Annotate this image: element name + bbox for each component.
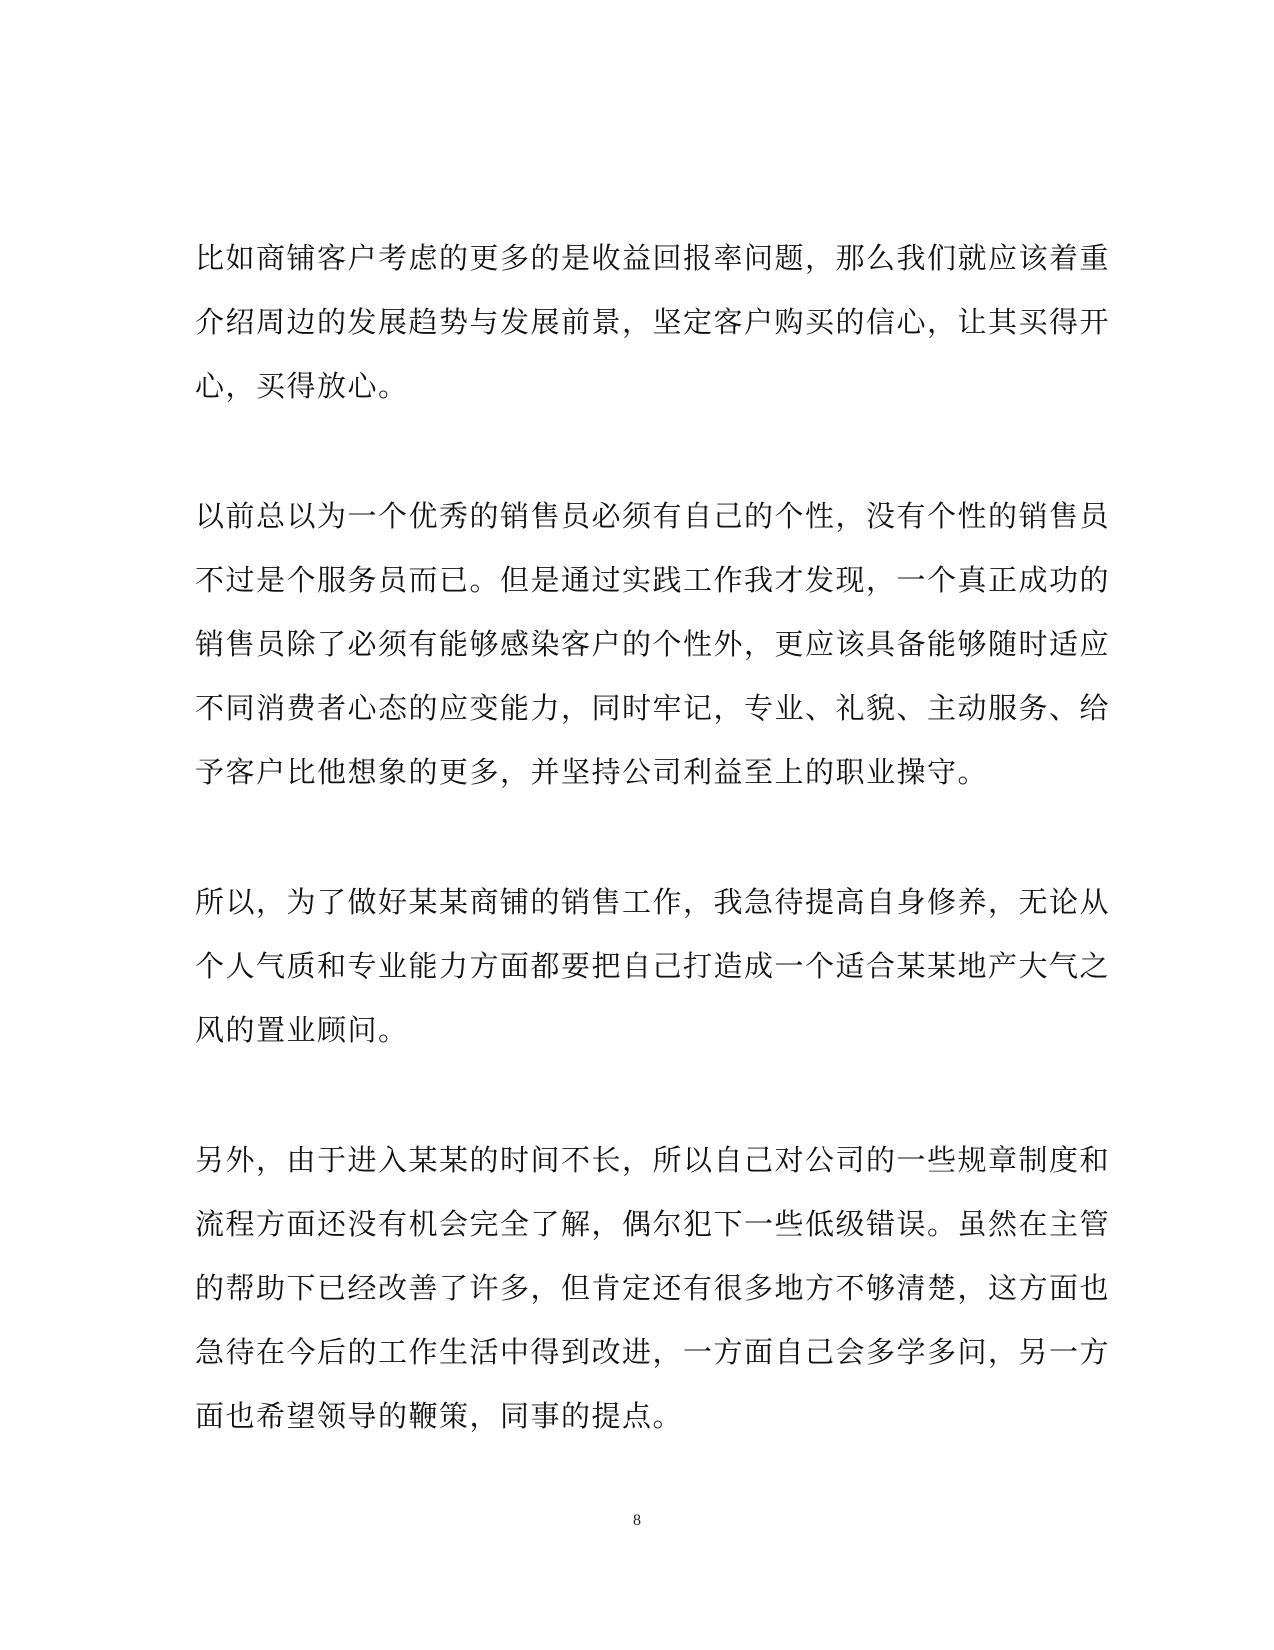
text-line: 急待在今后的工作生活中得到改进，一方面自己会多学多问，另一方 (195, 1335, 1111, 1369)
text-line: 另外，由于进入某某的时间不长，所以自己对公司的一些规章制度和 (195, 1143, 1111, 1177)
text-line: 流程方面还没有机会完全了解，偶尔犯下一些低级错误。虽然在主管 (195, 1207, 1111, 1241)
text-line: 的帮助下已经改善了许多，但肯定还有很多地方不够清楚，这方面也 (195, 1271, 1111, 1305)
text-line: 风的置业顾问。 (195, 1013, 409, 1047)
text-line: 所以，为了做好某某商铺的销售工作，我急待提高自身修养，无论从 (195, 885, 1111, 919)
paragraph-1 (195, 226, 1111, 418)
text-line: 销售员除了必须有能够感染客户的个性外，更应该具备能够随时适应 (195, 627, 1111, 661)
text-line: 予客户比他想象的更多，并坚持公司利益至上的职业操守。 (195, 755, 989, 789)
body-text (195, 226, 1111, 1514)
text-line: 比如商铺客户考虑的更多的是收益回报率问题，那么我们就应该着重 (195, 241, 1111, 275)
page-number: 8 (633, 1512, 641, 1529)
text-line: 心，买得放心。 (195, 369, 409, 403)
text-line: 介绍周边的发展趋势与发展前景，坚定客户购买的信心，让其买得开 (195, 305, 1111, 339)
text-line: 以前总以为一个优秀的销售员必须有自己的个性，没有个性的销售员 (195, 499, 1111, 533)
paragraph-3 (195, 870, 1111, 1062)
paragraph-4 (195, 1128, 1111, 1448)
text-line: 不过是个服务员而已。但是通过实践工作我才发现，一个真正成功的 (195, 563, 1111, 597)
text-line: 个人气质和专业能力方面都要把自己打造成一个适合某某地产大气之 (195, 949, 1111, 983)
paragraph-2 (195, 484, 1111, 804)
text-line: 面也希望领导的鞭策，同事的提点。 (195, 1399, 684, 1433)
text-line: 不同消费者心态的应变能力，同时牢记，专业、礼貌、主动服务、给 (195, 691, 1111, 725)
